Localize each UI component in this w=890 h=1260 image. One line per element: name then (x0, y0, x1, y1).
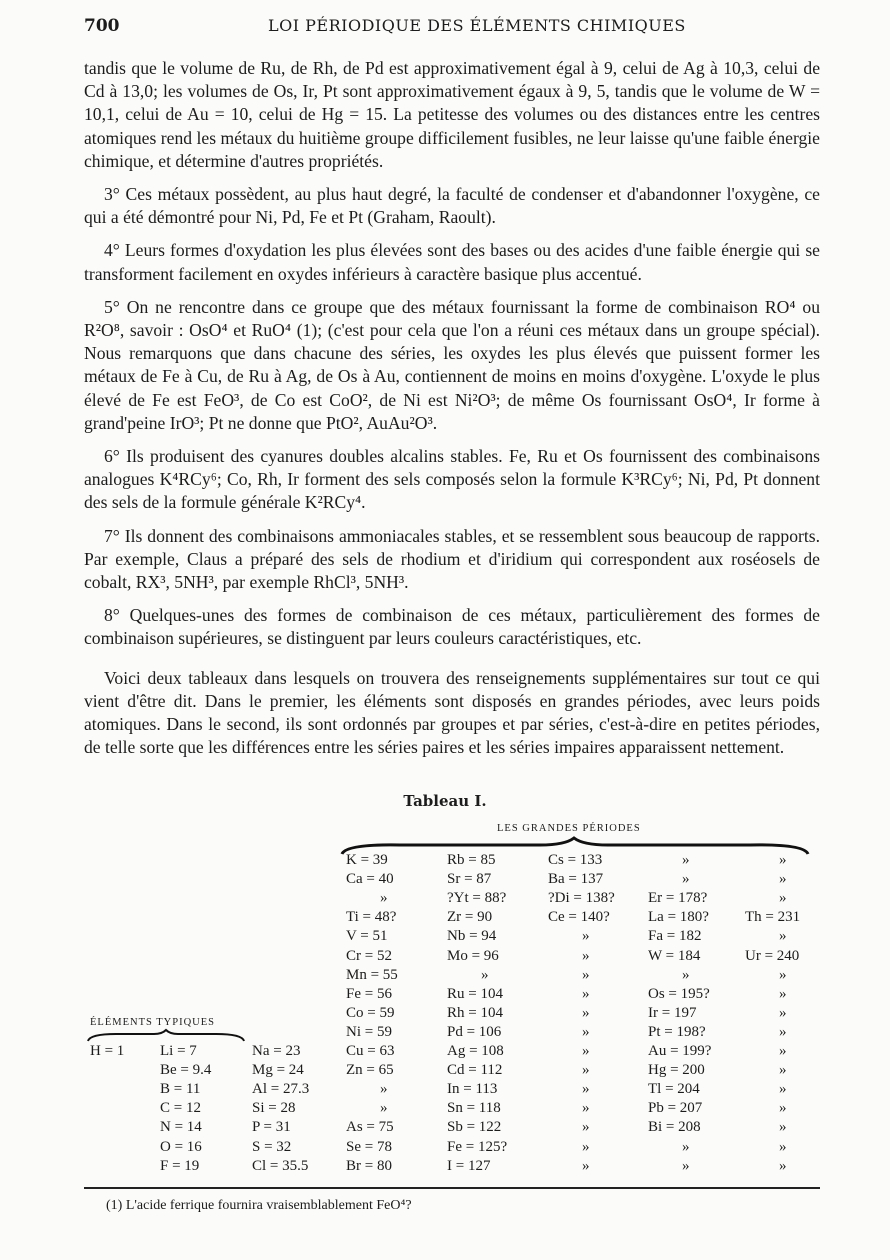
element-cell: Ag = 108 (447, 1043, 504, 1059)
element-cell: Na = 23 (252, 1043, 301, 1059)
ditto-mark: » (779, 1043, 787, 1059)
ditto-mark: » (779, 1081, 787, 1098)
running-title: LOI PÉRIODIQUE DES ÉLÉMENTS CHIMIQUES (268, 16, 686, 35)
table-title: Tableau I. (403, 792, 487, 810)
element-cell: B = 11 (160, 1081, 201, 1098)
grandes-periodes-label: LES GRANDES PÉRIODES (497, 823, 641, 834)
element-cell: Sb = 122 (447, 1119, 502, 1136)
page-number: 700 (84, 16, 120, 36)
element-cell: Br = 80 (346, 1157, 392, 1174)
ditto-mark: » (582, 1062, 590, 1079)
ditto-mark: » (582, 1100, 590, 1117)
element-cell: Cd = 112 (447, 1062, 503, 1079)
element-cell: Cl = 35.5 (252, 1157, 309, 1174)
paragraph: 6° Ils produisent des cyanures doubles alcalins stables. Fe, Ru et Os fournissent des combinaisons analogues K⁴RCy⁶; Co, Rh, Ir forment des sels composés selon la formule K³RCy⁶; Ni, Pd, Pt donnent des sels de la formule générale K²RCy⁴. (84, 446, 820, 513)
element-cell: W = 184 (648, 947, 701, 964)
element-cell: Mn = 55 (346, 966, 398, 983)
element-cell: Ce = 140? (548, 909, 610, 926)
ditto-mark: » (779, 1062, 787, 1079)
element-cell: Sr = 87 (447, 871, 492, 888)
ditto-mark: » (582, 947, 590, 964)
element-cell: H = 1 (90, 1043, 125, 1059)
ditto-mark: » (380, 890, 388, 907)
ditto-mark: » (582, 928, 590, 945)
element-cell: La = 180? (648, 909, 709, 926)
element-cell: Sn = 118 (447, 1100, 501, 1117)
element-cell: Ur = 240 (745, 947, 800, 964)
footnote: (1) L'acide ferrique fournira vraisemblablement FeO⁴? (106, 1198, 412, 1213)
paragraph: 7° Ils donnent des combinaisons ammoniacales stables, et se ressemblent sous beaucoup de rapports. Par exemple, Claus a préparé des sels de rhodium et d'iridium qui correspondent aux roséosels de cobalt, RX³, 5NH³, par exemple RhCl³, 5NH³. (84, 525, 820, 593)
paragraph: tandis que le volume de Ru, de Rh, de Pd est approximativement égal à 9, celui de Ag à 10,3, celui de Cd à 13,0; les volumes de Os, Ir, Pt sont approximativement égaux à 9, 5, tandis que le volume de W = 10,1, celui de Au = 10, celui de Hg = 15. La petitesse des volumes ou des distances entre les centres atomiques rend les métaux du huitième groupe difficilement fusibles, ne leur laisse qu'une faible énergie chimique, et détermine d'autres propriétés. (84, 58, 820, 171)
element-cell: Se = 78 (346, 1138, 392, 1155)
ditto-mark: » (481, 966, 489, 983)
element-cell: Zn = 65 (346, 1062, 394, 1079)
ditto-mark: » (779, 1157, 787, 1174)
ditto-mark: » (779, 985, 787, 1002)
element-cell: Cu = 63 (346, 1043, 395, 1059)
element-cell: Ca = 40 (346, 871, 394, 888)
ditto-mark: » (582, 1023, 590, 1040)
element-cell: C = 12 (160, 1100, 201, 1117)
element-cell: Tl = 204 (648, 1081, 700, 1098)
element-cell: F = 19 (160, 1157, 200, 1174)
ditto-mark: » (582, 1157, 590, 1174)
element-cell: Er = 178? (648, 890, 708, 907)
element-cell: Cs = 133 (548, 852, 603, 868)
element-cell: ?Yt = 88? (447, 890, 507, 907)
element-cell: Ni = 59 (346, 1023, 392, 1040)
ditto-mark: » (682, 1138, 690, 1155)
ditto-mark: » (779, 890, 787, 907)
ditto-mark: » (380, 1081, 388, 1098)
ditto-mark: » (682, 871, 690, 888)
ditto-mark: » (682, 852, 690, 868)
body-text (84, 57, 820, 769)
element-cell: Th = 231 (745, 909, 801, 926)
ditto-mark: » (582, 1004, 590, 1021)
element-cell: Pt = 198? (648, 1023, 706, 1040)
ditto-mark: » (779, 1100, 787, 1117)
ditto-mark: » (779, 1119, 787, 1136)
element-cell: Be = 9.4 (160, 1062, 212, 1079)
element-cell: Rh = 104 (447, 1004, 503, 1021)
element-cell: Si = 28 (252, 1100, 296, 1117)
elements-typiques-label: ÉLÉMENTS TYPIQUES (90, 1017, 216, 1028)
paragraph: Voici deux tableaux dans lesquels on trouvera des renseignements supplémentaires sur tout ce qui vient d'être dit. Dans le premier, les éléments sont disposés en grandes périodes, avec leurs poids atomiques. Dans le second, ils sont ordonnés par groupes et par séries, c'est-à-dire en petites périodes, de telle sorte que les différences entre les séries paires et les séries impaires apparaissent nettement. (84, 667, 820, 758)
ditto-mark: » (779, 852, 787, 868)
element-cell: Li = 7 (160, 1043, 197, 1059)
element-cell: ?Di = 138? (548, 890, 615, 907)
ditto-mark: » (582, 985, 590, 1002)
element-cell: N = 14 (160, 1119, 202, 1136)
element-cell: O = 16 (160, 1138, 202, 1155)
element-cell: Mo = 96 (447, 947, 499, 964)
ditto-mark: » (582, 1119, 590, 1136)
ditto-mark: » (380, 1100, 388, 1117)
element-cell: Au = 199? (648, 1043, 712, 1059)
paragraph: 3° Ces métaux possèdent, au plus haut degré, la faculté de condenser et d'abandonner l'oxygène, ce qui a été démontré pour Ni, Pd, Fe et Pt (Graham, Raoult). (84, 184, 820, 228)
ditto-mark: » (582, 1081, 590, 1098)
ditto-mark: » (779, 1023, 787, 1040)
element-cell: Co = 59 (346, 1004, 395, 1021)
ditto-mark: » (779, 966, 787, 983)
element-cell: Pb = 207 (648, 1100, 703, 1117)
element-cell: As = 75 (346, 1119, 394, 1136)
ditto-mark: » (582, 1138, 590, 1155)
element-cell: Pd = 106 (447, 1023, 502, 1040)
element-cell: Cr = 52 (346, 947, 392, 964)
element-cell: Ru = 104 (447, 985, 503, 1002)
ditto-mark: » (779, 928, 787, 945)
element-cell: Ir = 197 (648, 1004, 697, 1021)
ditto-mark: » (682, 966, 690, 983)
ditto-mark: » (779, 1004, 787, 1021)
element-cell: Hg = 200 (648, 1062, 705, 1079)
ditto-mark: » (582, 1043, 590, 1059)
element-cell: Ti = 48? (346, 909, 397, 926)
ditto-mark: » (779, 871, 787, 888)
footnote-rule (84, 1187, 820, 1189)
ditto-mark: » (682, 1157, 690, 1174)
element-cell: K = 39 (346, 852, 388, 868)
element-cell: Mg = 24 (252, 1062, 304, 1079)
element-cell: Al = 27.3 (252, 1081, 310, 1098)
element-cell: In = 113 (447, 1081, 498, 1098)
element-cell: V = 51 (346, 928, 388, 945)
element-cell: Fe = 125? (447, 1138, 508, 1155)
element-cell: P = 31 (252, 1119, 291, 1136)
paragraph: 4° Leurs formes d'oxydation les plus élevées sont des bases ou des acides d'une faible énergie qui se transforment facilement en oxydes inférieurs à caractère basique plus accentué. (84, 240, 820, 284)
ditto-mark: » (779, 1138, 787, 1155)
element-cell: S = 32 (252, 1138, 292, 1155)
element-cell: Ba = 137 (548, 871, 604, 888)
element-cell: Bi = 208 (648, 1119, 701, 1136)
element-cell: Rb = 85 (447, 852, 496, 868)
ditto-mark: » (582, 966, 590, 983)
element-cell: Zr = 90 (447, 909, 493, 926)
element-cell: I = 127 (447, 1157, 491, 1174)
element-cell: Nb = 94 (447, 928, 497, 945)
element-cell: Os = 195? (648, 985, 710, 1002)
typiques-brace (86, 1029, 246, 1043)
element-cell: Fa = 182 (648, 928, 702, 945)
element-cell: Fe = 56 (346, 985, 392, 1002)
paragraph: 8° Quelques-unes des formes de combinaison de ces métaux, particulièrement des formes de combinaison supérieures, se distinguent par leurs couleurs caractéristiques, etc. (84, 605, 820, 649)
paragraph: 5° On ne rencontre dans ce groupe que des métaux fournissant la forme de combinaison RO⁴ ou R²O⁸, savoir : OsO⁴ et RuO⁴ (1); (c'est pour cela que l'on a réuni ces métaux dans un groupe spécial). Nous remarquons que dans chacune des séries, les oxydes les plus élevés que puissent former les métaux de Fe à Cu, de Ru à Ag, de Os à Au, contiennent de moins en moins d'oxygène. L'oxyde le plus élevé de Fe est FeO³, de Co est CoO², de Ni est Ni²O³; de même Os fournissant OsO⁴, Ir forme à grand'peine IrO³; Pt ne donne que PtO², AuAu²O³. (84, 296, 820, 433)
